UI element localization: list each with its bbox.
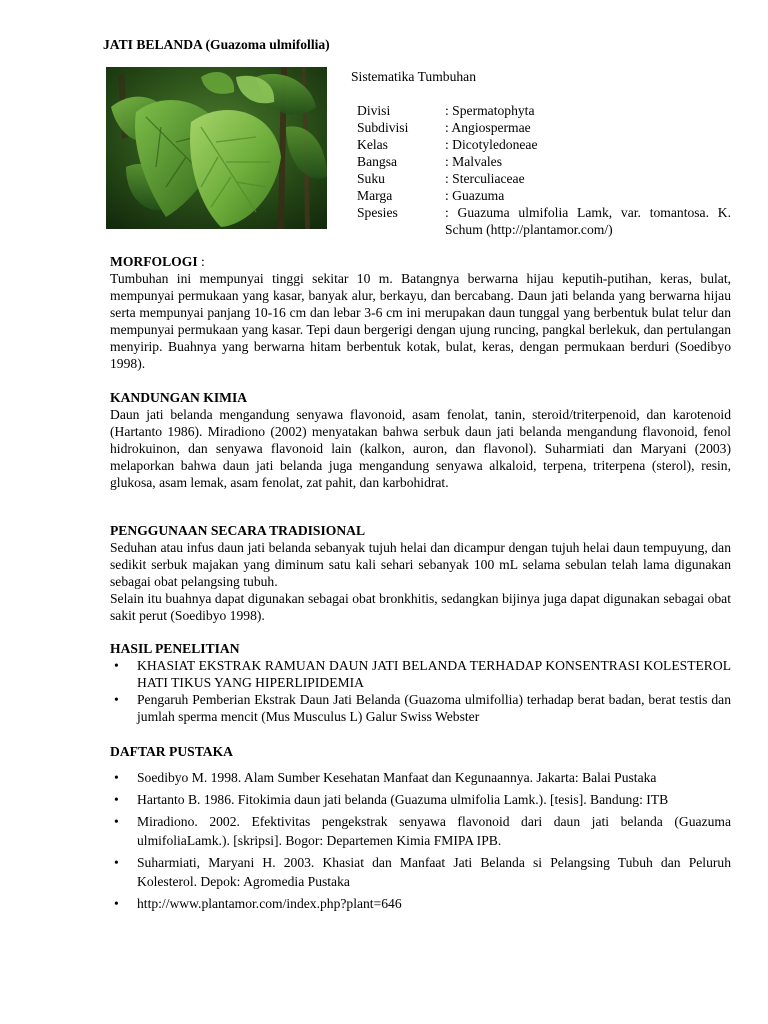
kandungan-paragraph: Daun jati belanda mengandung senyawa flavonoid, asam fenolat, tanin, steroid/triterpenoid, dan karotenoid (Hartanto 1986). Miradiono (2002) menyatakan bahwa serbuk daun jati belanda mengandung flavonoid, fenol hidrokuinon, dan senyawa flavonoid lain (kalkon, auron, dan flavonol). Suharmiati dan Maryani (2003) melaporkan bahwa daun jati belanda juga mengandung senyawa alkaloid, terpena, triterpena (sterol), resin, glukosa, asam lemak, asam fenolat, zat pahit, dan karbohidrat. [110, 407, 731, 490]
section-heading: KANDUNGAN KIMIA [110, 390, 248, 405]
taxonomy-key: Spesies [357, 205, 398, 220]
taxonomy-row-divisi [357, 102, 731, 119]
taxonomy-row-kelas [357, 136, 731, 153]
penggunaan-paragraph-1: Seduhan atau infus daun jati belanda sebanyak tujuh helai dan dicampur dengan tujuh helai daun tempuyung, dan sedikit serbuk majakan yang diminum satu kali sehari sebanyak 100 mL selama sebulan telah lama digunakan sebagai obat pelangsing tubuh. [110, 540, 731, 589]
section-heading: DAFTAR PUSTAKA [110, 744, 233, 759]
taxonomy-value: : Guazuma ulmifolia Lamk, var. tomantosa. K. Schum (http://plantamor.com/) [445, 205, 731, 237]
taxonomy-row-marga [357, 187, 731, 204]
list-item: • Soedibyo M. 1998. Alam Sumber Kesehatan Manfaat dan Kegunaannya. Jakarta: Balai Pustaka [110, 768, 731, 787]
taxonomy-key: Kelas [357, 137, 388, 152]
list-item: • Pengaruh Pemberian Ekstrak Daun Jati Belanda (Guazoma ulmifollia) terhadap berat badan, berat testis dan jumlah sperma mencit (Mus Musculus L) Galur Swiss Webster [110, 691, 731, 725]
reference-list [110, 768, 731, 913]
taxonomy-row-bangsa [357, 153, 731, 170]
section-heading: HASIL PENELITIAN [110, 641, 240, 656]
taxonomy-key: Bangsa [357, 154, 398, 169]
taxonomy-heading: Sistematika Tumbuhan [351, 69, 476, 84]
section-kandungan-kimia [110, 389, 731, 491]
taxonomy-value: : Spermatophyta [445, 103, 535, 118]
taxonomy-value: : Sterculiaceae [445, 171, 525, 186]
taxonomy-value: : Dicotyledoneae [445, 137, 538, 152]
document-title: JATI BELANDA (Guazoma ulmifollia) [103, 37, 330, 52]
research-list [110, 657, 731, 725]
list-item: • Hartanto B. 1986. Fitokimia daun jati belanda (Guazuma ulmifolia Lamk.). [tesis]. Bandung: ITB [110, 790, 731, 809]
section-hasil-penelitian [110, 640, 731, 725]
taxonomy-value: : Malvales [445, 154, 503, 169]
heading-colon: : [197, 254, 205, 269]
plant-leaf-photo [106, 67, 327, 229]
list-item: • Suharmiati, Maryani H. 2003. Khasiat dan Manfaat Jati Belanda si Pelangsing Tubuh dan Peluruh Kolesterol. Depok: Agromedia Pustaka [110, 853, 731, 891]
taxonomy-row-suku [357, 170, 731, 187]
section-daftar-pustaka [110, 743, 731, 916]
morfologi-paragraph: Tumbuhan ini mempunyai tinggi sekitar 10 m. Batangnya berwarna hijau keputih-putihan, keras, bulat, mempunyai permukaan yang kasar, banyak alur, berkayu, dan bercabang. Daun jati belanda yang berwarna hijau serta mempunyai panjang 10-16 cm dan lebar 3-6 cm ini merupakan daun tunggal yang berbentuk bulat telur dan mempunyai permukaan yang kasar. Tepi daun bergerigi dengan ujung runcing, pangkal berlekuk, dan pertulangan menyirip. Buahnya yang berwarna hitam berbentuk kotak, bulat, keras, dengan permukaan berduri (Soedibyo 1998). [110, 271, 731, 371]
morfologi-heading-line [110, 253, 731, 270]
taxonomy-table [357, 102, 731, 238]
taxonomy-key: Subdivisi [357, 120, 409, 135]
taxonomy-value: : Angiospermae [445, 120, 531, 135]
section-heading: MORFOLOGI [110, 254, 198, 269]
list-item: • KHASIAT EKSTRAK RAMUAN DAUN JATI BELANDA TERHADAP KONSENTRASI KOLESTEROL HATI TIKUS YANG HIPERLIPIDEMIA [110, 657, 731, 691]
penggunaan-paragraph-2: Selain itu buahnya dapat digunakan sebagai obat bronkhitis, sedangkan bijinya juga dapat digunakan sebagai obat sakit perut (Soedibyo 1998). [110, 591, 731, 623]
taxonomy-key: Divisi [357, 103, 391, 118]
taxonomy-key: Marga [357, 188, 393, 203]
reference-link[interactable]: • http://www.plantamor.com/index.php?plant=646 [110, 894, 731, 913]
taxonomy-row-spesies [357, 204, 731, 238]
taxonomy-row-subdivisi [357, 119, 731, 136]
section-penggunaan [110, 522, 731, 624]
section-morfologi [110, 253, 731, 372]
taxonomy-key: Suku [357, 171, 385, 186]
taxonomy-value: : Guazuma [445, 188, 505, 203]
list-item: • Miradiono. 2002. Efektivitas pengekstrak senyawa flavonoid dari daun jati belanda (Guazuma ulmifoliaLamk.). [skripsi]. Bogor: Departemen Kimia FMIPA IPB. [110, 812, 731, 850]
section-heading: PENGGUNAAN SECARA TRADISIONAL [110, 523, 366, 538]
